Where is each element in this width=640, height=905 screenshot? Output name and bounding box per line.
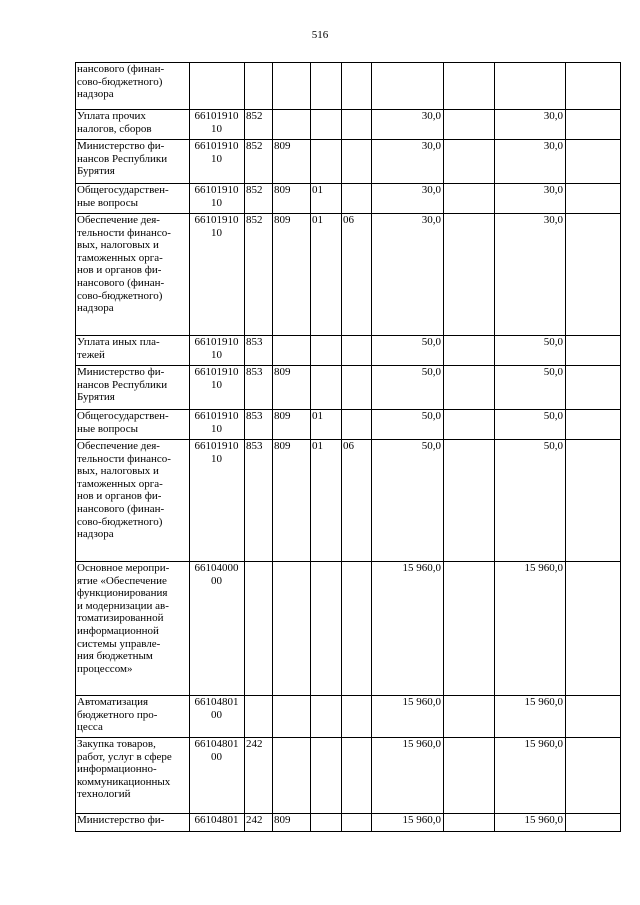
section-code-cell: 01 bbox=[311, 440, 342, 562]
item-name-cell: Уплата иных пла- тежей bbox=[76, 336, 190, 366]
target-code-part1: 66104801 bbox=[194, 738, 239, 750]
item-name-cell: нансового (финан- сово-бюджетного) надзора bbox=[76, 63, 190, 110]
amount-cell-2 bbox=[444, 696, 495, 738]
section-code-cell: 01 bbox=[311, 184, 342, 214]
item-name-cell: Закупка товаров, работ, услуг в сфере информационно- коммуникационных технологий bbox=[76, 738, 190, 814]
target-code-part2: 00 bbox=[211, 574, 222, 587]
ministry-code-cell: 809 bbox=[273, 184, 311, 214]
item-name-cell: Министерство фи- bbox=[76, 814, 190, 832]
target-code-part2: 10 bbox=[211, 348, 222, 361]
expense-type-cell: 242 bbox=[245, 814, 273, 832]
target-code-part1: 66101910 bbox=[194, 214, 239, 226]
amount-cell-2 bbox=[444, 562, 495, 696]
target-code-part2: 10 bbox=[211, 226, 222, 239]
subsection-code-cell bbox=[342, 140, 372, 184]
item-name-cell: Министерство фи- нансов Республики Бурятия bbox=[76, 366, 190, 410]
expense-type-cell: 853 bbox=[245, 440, 273, 562]
amount-cell-3: 15 960,0 bbox=[495, 696, 566, 738]
amount-cell-1: 30,0 bbox=[372, 110, 444, 140]
empty-cell bbox=[566, 696, 621, 738]
target-code-part1: 66104801 bbox=[194, 696, 239, 708]
amount-cell-2 bbox=[444, 214, 495, 336]
ministry-code-cell: 809 bbox=[273, 814, 311, 832]
amount-cell-2 bbox=[444, 140, 495, 184]
amount-cell-1: 30,0 bbox=[372, 214, 444, 336]
target-code-cell bbox=[190, 63, 245, 110]
ministry-code-cell: 809 bbox=[273, 140, 311, 184]
ministry-code-cell: 809 bbox=[273, 214, 311, 336]
subsection-code-cell: 06 bbox=[342, 440, 372, 562]
empty-cell bbox=[566, 336, 621, 366]
target-code-part2: 00 bbox=[211, 750, 222, 763]
empty-cell bbox=[566, 366, 621, 410]
section-code-cell bbox=[311, 562, 342, 696]
amount-cell-1: 15 960,0 bbox=[372, 738, 444, 814]
section-code-cell bbox=[311, 140, 342, 184]
target-code-cell bbox=[190, 336, 245, 366]
target-code-part2: 10 bbox=[211, 378, 222, 391]
subsection-code-cell bbox=[342, 184, 372, 214]
amount-cell-3: 30,0 bbox=[495, 140, 566, 184]
empty-cell bbox=[566, 562, 621, 696]
amount-cell-3: 50,0 bbox=[495, 366, 566, 410]
amount-cell-3: 30,0 bbox=[495, 214, 566, 336]
amount-cell-2 bbox=[444, 63, 495, 110]
amount-cell-1 bbox=[372, 63, 444, 110]
table-row bbox=[76, 140, 621, 184]
target-code-cell bbox=[190, 562, 245, 696]
empty-cell bbox=[566, 184, 621, 214]
subsection-code-cell bbox=[342, 696, 372, 738]
subsection-code-cell bbox=[342, 63, 372, 110]
expense-type-cell bbox=[245, 562, 273, 696]
amount-cell-3 bbox=[495, 63, 566, 110]
ministry-code-cell: 809 bbox=[273, 366, 311, 410]
table-row bbox=[76, 814, 621, 832]
section-code-cell bbox=[311, 110, 342, 140]
subsection-code-cell bbox=[342, 738, 372, 814]
section-code-cell: 01 bbox=[311, 410, 342, 440]
target-code-part2: 10 bbox=[211, 152, 222, 165]
item-name-cell: Основное меропри- ятие «Обеспечение функционирования и модернизации ав- томатизированной информационной системы управле- ния бюджетным процессом» bbox=[76, 562, 190, 696]
amount-cell-1: 50,0 bbox=[372, 410, 444, 440]
subsection-code-cell bbox=[342, 814, 372, 832]
target-code-cell bbox=[190, 110, 245, 140]
amount-cell-2 bbox=[444, 440, 495, 562]
target-code-cell bbox=[190, 214, 245, 336]
item-name-cell: Обеспечение дея- тельности финансо- вых, налоговых и таможенных орга- нов и органов фи- нансового (финан- сово-бюджетного) надзора bbox=[76, 440, 190, 562]
ministry-code-cell bbox=[273, 696, 311, 738]
item-name-cell: Обеспечение дея- тельности финансо- вых, налоговых и таможенных орга- нов и органов фи- нансового (финан- сово-бюджетного) надзора bbox=[76, 214, 190, 336]
table-row bbox=[76, 184, 621, 214]
table-row bbox=[76, 562, 621, 696]
empty-cell bbox=[566, 440, 621, 562]
amount-cell-1: 50,0 bbox=[372, 440, 444, 562]
section-code-cell bbox=[311, 696, 342, 738]
subsection-code-cell bbox=[342, 410, 372, 440]
subsection-code-cell bbox=[342, 110, 372, 140]
table-row bbox=[76, 366, 621, 410]
table-row bbox=[76, 336, 621, 366]
target-code-part1: 66101910 bbox=[194, 336, 239, 348]
empty-cell bbox=[566, 110, 621, 140]
amount-cell-2 bbox=[444, 336, 495, 366]
target-code-cell bbox=[190, 366, 245, 410]
ministry-code-cell bbox=[273, 562, 311, 696]
amount-cell-3: 50,0 bbox=[495, 336, 566, 366]
expense-type-cell: 852 bbox=[245, 140, 273, 184]
empty-cell bbox=[566, 738, 621, 814]
expense-type-cell: 852 bbox=[245, 184, 273, 214]
target-code-part1: 66101910 bbox=[194, 184, 239, 196]
amount-cell-1: 15 960,0 bbox=[372, 696, 444, 738]
ministry-code-cell bbox=[273, 336, 311, 366]
section-code-cell: 01 bbox=[311, 214, 342, 336]
target-code-part1: 66101910 bbox=[194, 410, 239, 422]
target-code-part2: 10 bbox=[211, 452, 222, 465]
amount-cell-1: 30,0 bbox=[372, 184, 444, 214]
target-code-part1: 66101910 bbox=[194, 110, 239, 122]
ministry-code-cell: 809 bbox=[273, 410, 311, 440]
target-code-cell bbox=[190, 814, 245, 832]
target-code-part2: 00 bbox=[211, 708, 222, 721]
amount-cell-2 bbox=[444, 184, 495, 214]
empty-cell bbox=[566, 140, 621, 184]
target-code-cell bbox=[190, 440, 245, 562]
target-code-cell bbox=[190, 410, 245, 440]
amount-cell-3: 50,0 bbox=[495, 440, 566, 562]
table-row bbox=[76, 410, 621, 440]
target-code-cell bbox=[190, 738, 245, 814]
amount-cell-2 bbox=[444, 738, 495, 814]
expense-type-cell: 242 bbox=[245, 738, 273, 814]
section-code-cell bbox=[311, 814, 342, 832]
amount-cell-1: 15 960,0 bbox=[372, 814, 444, 832]
target-code-part2: 10 bbox=[211, 122, 222, 135]
amount-cell-1: 50,0 bbox=[372, 336, 444, 366]
amount-cell-3: 30,0 bbox=[495, 184, 566, 214]
item-name-cell: Уплата прочих налогов, сборов bbox=[76, 110, 190, 140]
section-code-cell bbox=[311, 366, 342, 410]
target-code-cell bbox=[190, 184, 245, 214]
target-code-part1: 66104000 bbox=[194, 562, 239, 574]
budget-table bbox=[75, 62, 621, 832]
table-row bbox=[76, 738, 621, 814]
expense-type-cell: 853 bbox=[245, 410, 273, 440]
ministry-code-cell: 809 bbox=[273, 440, 311, 562]
subsection-code-cell bbox=[342, 366, 372, 410]
empty-cell bbox=[566, 814, 621, 832]
amount-cell-1: 30,0 bbox=[372, 140, 444, 184]
target-code-cell bbox=[190, 696, 245, 738]
expense-type-cell bbox=[245, 63, 273, 110]
amount-cell-3: 30,0 bbox=[495, 110, 566, 140]
target-code-part1: 66101910 bbox=[194, 440, 239, 452]
item-name-cell: Общегосударствен- ные вопросы bbox=[76, 184, 190, 214]
table-row bbox=[76, 63, 621, 110]
ministry-code-cell bbox=[273, 110, 311, 140]
amount-cell-1: 50,0 bbox=[372, 366, 444, 410]
expense-type-cell: 852 bbox=[245, 110, 273, 140]
table-row bbox=[76, 696, 621, 738]
target-code-part1: 66104801 bbox=[194, 814, 239, 826]
table-row bbox=[76, 440, 621, 562]
section-code-cell bbox=[311, 63, 342, 110]
page-number: 516 bbox=[311, 29, 329, 41]
empty-cell bbox=[566, 214, 621, 336]
target-code-part2: 10 bbox=[211, 422, 222, 435]
amount-cell-3: 15 960,0 bbox=[495, 814, 566, 832]
empty-cell bbox=[566, 410, 621, 440]
item-name-cell: Общегосударствен- ные вопросы bbox=[76, 410, 190, 440]
amount-cell-3: 50,0 bbox=[495, 410, 566, 440]
target-code-cell bbox=[190, 140, 245, 184]
expense-type-cell: 853 bbox=[245, 366, 273, 410]
amount-cell-2 bbox=[444, 814, 495, 832]
item-name-cell: Министерство фи- нансов Республики Бурятия bbox=[76, 140, 190, 184]
section-code-cell bbox=[311, 336, 342, 366]
section-code-cell bbox=[311, 738, 342, 814]
empty-cell bbox=[566, 63, 621, 110]
expense-type-cell: 852 bbox=[245, 214, 273, 336]
target-code-part2: 10 bbox=[211, 196, 222, 209]
amount-cell-1: 15 960,0 bbox=[372, 562, 444, 696]
amount-cell-3: 15 960,0 bbox=[495, 562, 566, 696]
ministry-code-cell bbox=[273, 738, 311, 814]
subsection-code-cell bbox=[342, 562, 372, 696]
expense-type-cell bbox=[245, 696, 273, 738]
subsection-code-cell: 06 bbox=[342, 214, 372, 336]
amount-cell-2 bbox=[444, 366, 495, 410]
ministry-code-cell bbox=[273, 63, 311, 110]
amount-cell-3: 15 960,0 bbox=[495, 738, 566, 814]
amount-cell-2 bbox=[444, 410, 495, 440]
item-name-cell: Автоматизация бюджетного про- цесса bbox=[76, 696, 190, 738]
target-code-part1: 66101910 bbox=[194, 366, 239, 378]
subsection-code-cell bbox=[342, 336, 372, 366]
table-row bbox=[76, 214, 621, 336]
expense-type-cell: 853 bbox=[245, 336, 273, 366]
amount-cell-2 bbox=[444, 110, 495, 140]
target-code-part1: 66101910 bbox=[194, 140, 239, 152]
table-row bbox=[76, 110, 621, 140]
